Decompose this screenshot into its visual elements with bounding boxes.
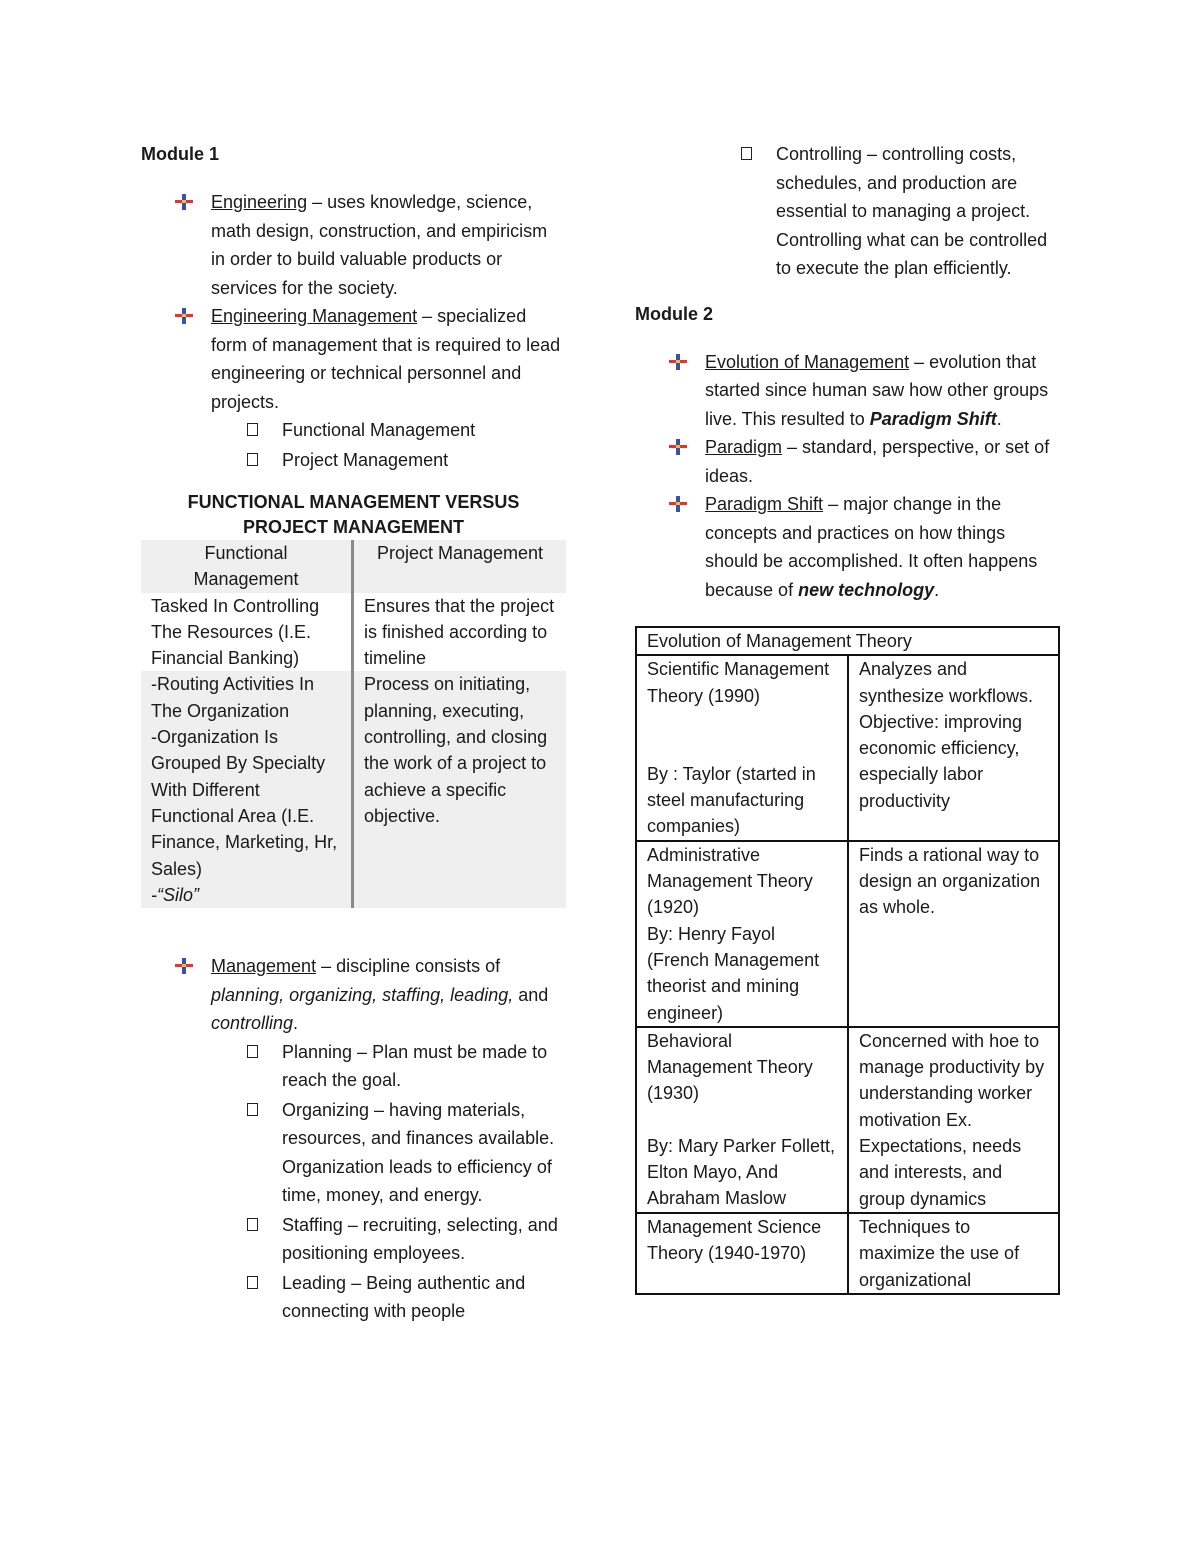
table-row xyxy=(141,671,566,908)
table-cell: Finds a rational way to design an organization as whole. xyxy=(848,841,1059,1027)
bullet-management: Management – discipline consists of planning, organizing, staffing, leading, and controlling. xyxy=(141,952,566,1038)
function-item: Staffing – recruiting, selecting, and positioning employees. xyxy=(141,1211,566,1268)
function-item: Organizing – having materials, resources, and finances available. Organization leads to efficiency of time, money, and energy. xyxy=(141,1096,566,1210)
right-column xyxy=(635,140,1060,1295)
table-header-project: Project Management xyxy=(353,540,567,593)
functional-vs-project-table xyxy=(141,540,566,908)
function-item: Planning – Plan must be made to reach the goal. xyxy=(141,1038,566,1095)
bullet-engineering xyxy=(141,188,566,302)
evolution-theory-table xyxy=(635,626,1060,1295)
management-functions xyxy=(141,1038,566,1326)
eng-mgmt-type-item: Project Management xyxy=(141,446,566,475)
controlling-list xyxy=(635,140,1060,283)
left-column xyxy=(141,140,566,1327)
module1-bullets xyxy=(141,188,566,416)
arrow-bullet-icon xyxy=(174,194,194,210)
table-cell: -Routing Activities In The Organization -Organization Is Grouped By Specialty With Different Functional Area (I.E. Finance, Marketing, Hr, Sales) -“Silo” xyxy=(141,671,353,908)
function-item-controlling: Controlling – controlling costs, schedules, and production are essential to managing a project. Controlling what can be controlled to execute the plan efficiently. xyxy=(635,140,1060,283)
checkbox-icon xyxy=(247,1045,258,1058)
checkbox-icon xyxy=(247,1218,258,1231)
table-row xyxy=(636,1213,1059,1294)
eng-mgmt-term: Engineering Management xyxy=(211,306,418,326)
table-row xyxy=(141,593,566,672)
bullet-engineering-management xyxy=(141,302,566,416)
checkbox-icon xyxy=(247,423,258,436)
table-row xyxy=(141,540,566,593)
checkbox-icon xyxy=(247,1103,258,1116)
table-cell: Ensures that the project is finished according to timeline xyxy=(364,595,555,669)
management-term: Management xyxy=(211,956,317,977)
table-row xyxy=(636,1027,1059,1213)
table-title: Evolution of Management Theory xyxy=(636,627,1059,655)
module2-heading: Module 2 xyxy=(635,303,714,324)
engineering-term: Engineering xyxy=(211,192,308,212)
bullet-paradigm-shift: Paradigm Shift – major change in the concepts and practices on how things should be accomplished. It often happens because of new technology. xyxy=(635,490,1060,604)
arrow-bullet-icon xyxy=(174,308,194,324)
arrow-bullet-icon xyxy=(668,496,688,512)
module2-bullets xyxy=(635,348,1060,605)
table-row xyxy=(636,841,1059,1027)
fm-table-title: FUNCTIONAL MANAGEMENT VERSUS PROJECT MANAGEMENT xyxy=(187,492,520,537)
arrow-bullet-icon xyxy=(174,958,194,974)
eng-mgmt-def: – specialized form of management that is required to lead engineering or technical personnel and projects. xyxy=(211,306,561,412)
eng-mgmt-types xyxy=(141,416,566,474)
management-bullets xyxy=(141,952,566,1038)
checkbox-icon xyxy=(247,453,258,466)
table-row xyxy=(636,655,1059,840)
engineering-def: – uses knowledge, science, math design, construction, and empiricism in order to build valuable products or services for the society. xyxy=(211,192,548,298)
table-cell: Concerned with hoe to manage productivity by understanding worker motivation Ex. Expectations, needs and interests, and group dynamics xyxy=(848,1027,1059,1213)
table-cell: Behavioral Management Theory (1930) By: Mary Parker Follett, Elton Mayo, And Abraham Maslow xyxy=(636,1027,848,1213)
table-cell: Process on initiating, planning, executing, controlling, and closing the work of a project to achieve a specific objective. xyxy=(353,671,567,908)
table-header-functional: Functional Management xyxy=(141,540,353,593)
table-cell: Scientific Management Theory (1990) By : Taylor (started in steel manufacturing companies) xyxy=(636,655,848,840)
arrow-bullet-icon xyxy=(668,354,688,370)
table-cell: Administrative Management Theory (1920) By: Henry Fayol (French Management theorist and mining engineer) xyxy=(636,841,848,1027)
eng-mgmt-type-item: Functional Management xyxy=(141,416,566,445)
function-item: Leading – Being authentic and connecting with people xyxy=(141,1269,566,1326)
table-cell: Tasked In Controlling The Resources (I.E. Financial Banking) xyxy=(141,593,353,672)
table-row xyxy=(636,627,1059,655)
bullet-paradigm: Paradigm – standard, perspective, or set of ideas. xyxy=(635,433,1060,490)
table-cell: Techniques to maximize the use of organizational xyxy=(848,1213,1059,1294)
checkbox-icon xyxy=(247,1276,258,1289)
bullet-evolution: Evolution of Management – evolution that started since human saw how other groups live. This resulted to Paradigm Shift. xyxy=(635,348,1060,434)
table-cell: Analyzes and synthesize workflows. Objective: improving economic efficiency, especially labor productivity xyxy=(848,655,1059,840)
arrow-bullet-icon xyxy=(668,439,688,455)
table-cell: Management Science Theory (1940-1970) xyxy=(636,1213,848,1294)
module1-heading: Module 1 xyxy=(141,144,220,164)
checkbox-icon xyxy=(741,147,752,160)
